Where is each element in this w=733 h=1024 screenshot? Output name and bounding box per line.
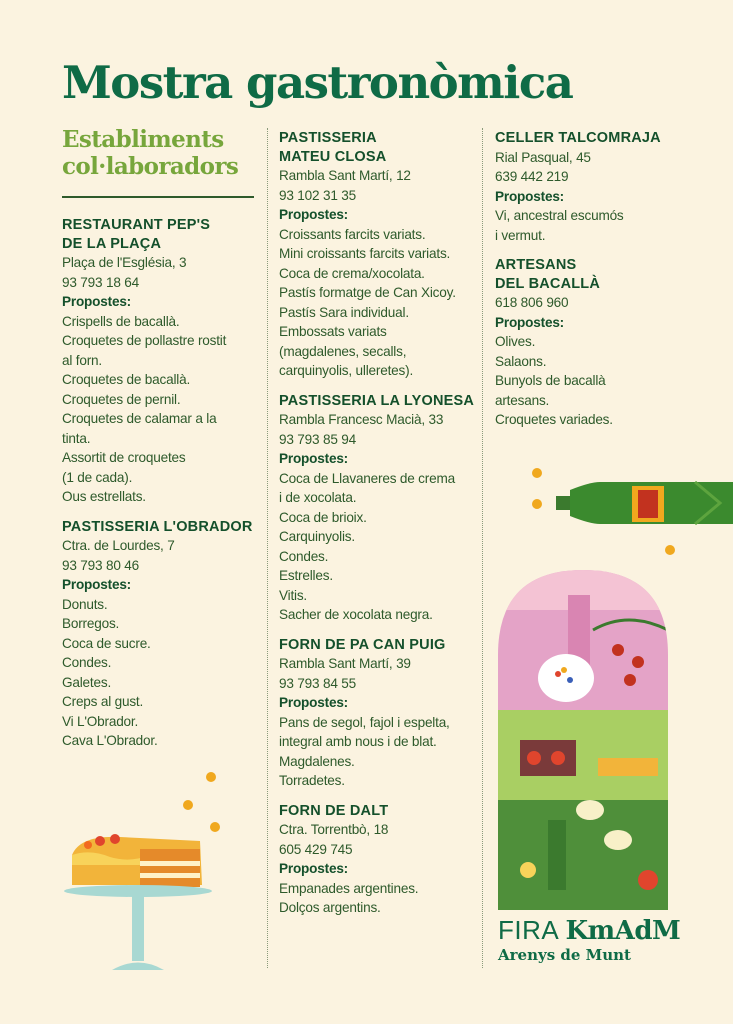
venue-phone: 93 793 85 94 (279, 431, 356, 447)
venue-phone: 93 793 18 64 (62, 274, 139, 290)
offer-line: Sacher de xocolata negra. (279, 607, 433, 622)
offer-line: Estrelles. (279, 568, 333, 583)
column-separator (482, 128, 483, 968)
offer-line: Cava L'Obrador. (62, 733, 158, 748)
venue-phone: 93 793 84 55 (279, 675, 356, 691)
venue-address: Rambla Sant Martí, 39 (279, 656, 411, 671)
venue-name: RESTAURANT PEP'S (62, 217, 211, 233)
venue-phone: 639 442 219 (495, 169, 569, 184)
venue-name: PASTISSERIA LA LYONESA (279, 392, 475, 409)
venue-entry (279, 392, 479, 625)
venue-address: Plaça de l'Església, 3 (62, 255, 187, 270)
offer-line: Mini croissants farcits variats. (279, 246, 451, 261)
venue-entry (62, 216, 262, 507)
offer-line: Ous estrellats. (62, 489, 146, 504)
propostes-label: Propostes: (279, 695, 349, 710)
venue-phone: 618 806 960 (495, 295, 569, 310)
propostes-label: Propostes: (62, 577, 132, 592)
page-subtitle: Establiments col·laboradors (62, 126, 239, 180)
offer-line: Coca de Llavaneres de crema (279, 470, 455, 486)
offer-line: Croissants farcits variats. (279, 226, 426, 242)
offer-line: Carquinyolis. (279, 529, 355, 544)
venue-name: DEL BACALLÀ (495, 275, 601, 292)
offer-line: Croquetes de bacallà. (62, 372, 191, 387)
brand-town: Arenys de Munt (498, 946, 631, 964)
offer-line: Coca de sucre. (62, 635, 151, 651)
offer-line: Condes. (62, 655, 112, 670)
brand-logo (498, 915, 681, 964)
offer-line: integral amb nous i de blat. (279, 734, 437, 749)
venue-address: Ctra. Torrentbò, 18 (279, 822, 389, 837)
offer-line: Torradetes. (279, 773, 345, 788)
venue-entry (495, 129, 695, 245)
offer-line: Croquetes variades. (495, 412, 613, 427)
column-1 (62, 216, 262, 762)
venue-name: MATEU CLOSA (279, 148, 387, 165)
venue-address: Rambla Francesc Macià, 33 (279, 412, 444, 427)
propostes-label: Propostes: (495, 314, 565, 330)
venue-entry (279, 129, 479, 381)
offer-line: Vi L'Obrador. (62, 713, 139, 729)
offer-line: Galetes. (62, 674, 112, 690)
propostes-label: Propostes: (279, 451, 349, 466)
propostes-label: Propostes: (279, 207, 349, 222)
offer-line: tinta. (62, 430, 91, 446)
offer-line: Borregos. (62, 616, 120, 631)
venue-address: Rial Pasqual, 45 (495, 149, 591, 165)
offer-line: Bunyols de bacallà (495, 373, 606, 388)
offer-line: Coca de brioix. (279, 509, 367, 525)
venue-entry (279, 802, 479, 918)
offer-line: i de xocolata. (279, 490, 357, 505)
page-title: Mostra gastronòmica (62, 56, 573, 109)
venue-entry (495, 256, 695, 430)
orange-dot (206, 772, 216, 782)
propostes-label: Propostes: (495, 188, 565, 204)
orange-dot (210, 822, 220, 832)
propostes-label: Propostes: (279, 861, 349, 876)
offer-line: Embossats variats (279, 324, 387, 339)
offer-line: Croquetes de calamar a la (62, 411, 217, 426)
venue-name: FORN DE PA CAN PUIG (279, 636, 446, 653)
venue-phone: 93 102 31 35 (279, 187, 356, 203)
propostes-label: Propostes: (62, 294, 132, 309)
venue-name: CELLER TALCOMRAJA (495, 130, 661, 146)
venue-name: FORN DE DALT (279, 802, 389, 819)
orange-dot (183, 800, 193, 810)
offer-line: artesans. (495, 392, 550, 408)
offer-line: Assortit de croquetes (62, 450, 186, 465)
offer-line: Condes. (279, 548, 329, 564)
offer-line: Pastís formatge de Can Xicoy. (279, 285, 456, 300)
offer-line: Vi, ancestral escumós (495, 208, 624, 223)
offer-line: (magdalenes, secalls, (279, 343, 407, 359)
venue-phone: 93 793 80 46 (62, 557, 139, 573)
orange-dot (532, 468, 542, 478)
venue-name: DE LA PLAÇA (62, 235, 162, 252)
market-illustration (498, 570, 668, 910)
cake-illustration (60, 765, 220, 995)
offer-line: Crispells de bacallà. (62, 313, 180, 329)
offer-line: Magdalenes. (279, 753, 355, 769)
offer-line: Donuts. (62, 596, 108, 612)
offer-line: Croquetes de pollastre rostit (62, 333, 227, 348)
venue-name: ARTESANS (495, 257, 577, 273)
offer-line: Coca de crema/xocolata. (279, 265, 425, 281)
column-2 (279, 129, 479, 929)
column-3 (495, 129, 695, 441)
brand-fira-word: FIRA (498, 915, 558, 945)
offer-line: i vermut. (495, 227, 546, 243)
offer-line: carquinyolis, ulleretes). (279, 363, 414, 378)
offer-line: (1 de cada). (62, 469, 133, 485)
orange-dot (532, 499, 542, 509)
offer-line: Pans de segol, fajol i espelta, (279, 714, 450, 730)
offer-line: Olives. (495, 334, 536, 349)
offer-line: Salaons. (495, 353, 547, 369)
brand-kmadm-word: KmAdM (565, 916, 681, 946)
offer-line: Creps al gust. (62, 694, 144, 709)
column-separator (267, 128, 268, 968)
brand-title (498, 915, 681, 946)
orange-dot (665, 545, 675, 555)
offer-line: Dolços argentins. (279, 900, 381, 915)
venue-phone: 605 429 745 (279, 841, 353, 857)
venue-name: PASTISSERIA L'OBRADOR (62, 518, 253, 535)
offer-line: Pastís Sara individual. (279, 304, 409, 320)
venue-address: Ctra. de Lourdes, 7 (62, 538, 175, 553)
offer-line: Croquetes de pernil. (62, 391, 181, 407)
venue-entry (62, 518, 262, 751)
offer-line: al forn. (62, 352, 102, 368)
bottle-illustration (520, 462, 733, 562)
venue-address: Rambla Sant Martí, 12 (279, 168, 411, 183)
divider (62, 196, 254, 198)
venue-entry (279, 636, 479, 791)
offer-line: Empanades argentines. (279, 880, 419, 896)
venue-name: PASTISSERIA (279, 130, 377, 146)
offer-line: Vitis. (279, 587, 308, 603)
